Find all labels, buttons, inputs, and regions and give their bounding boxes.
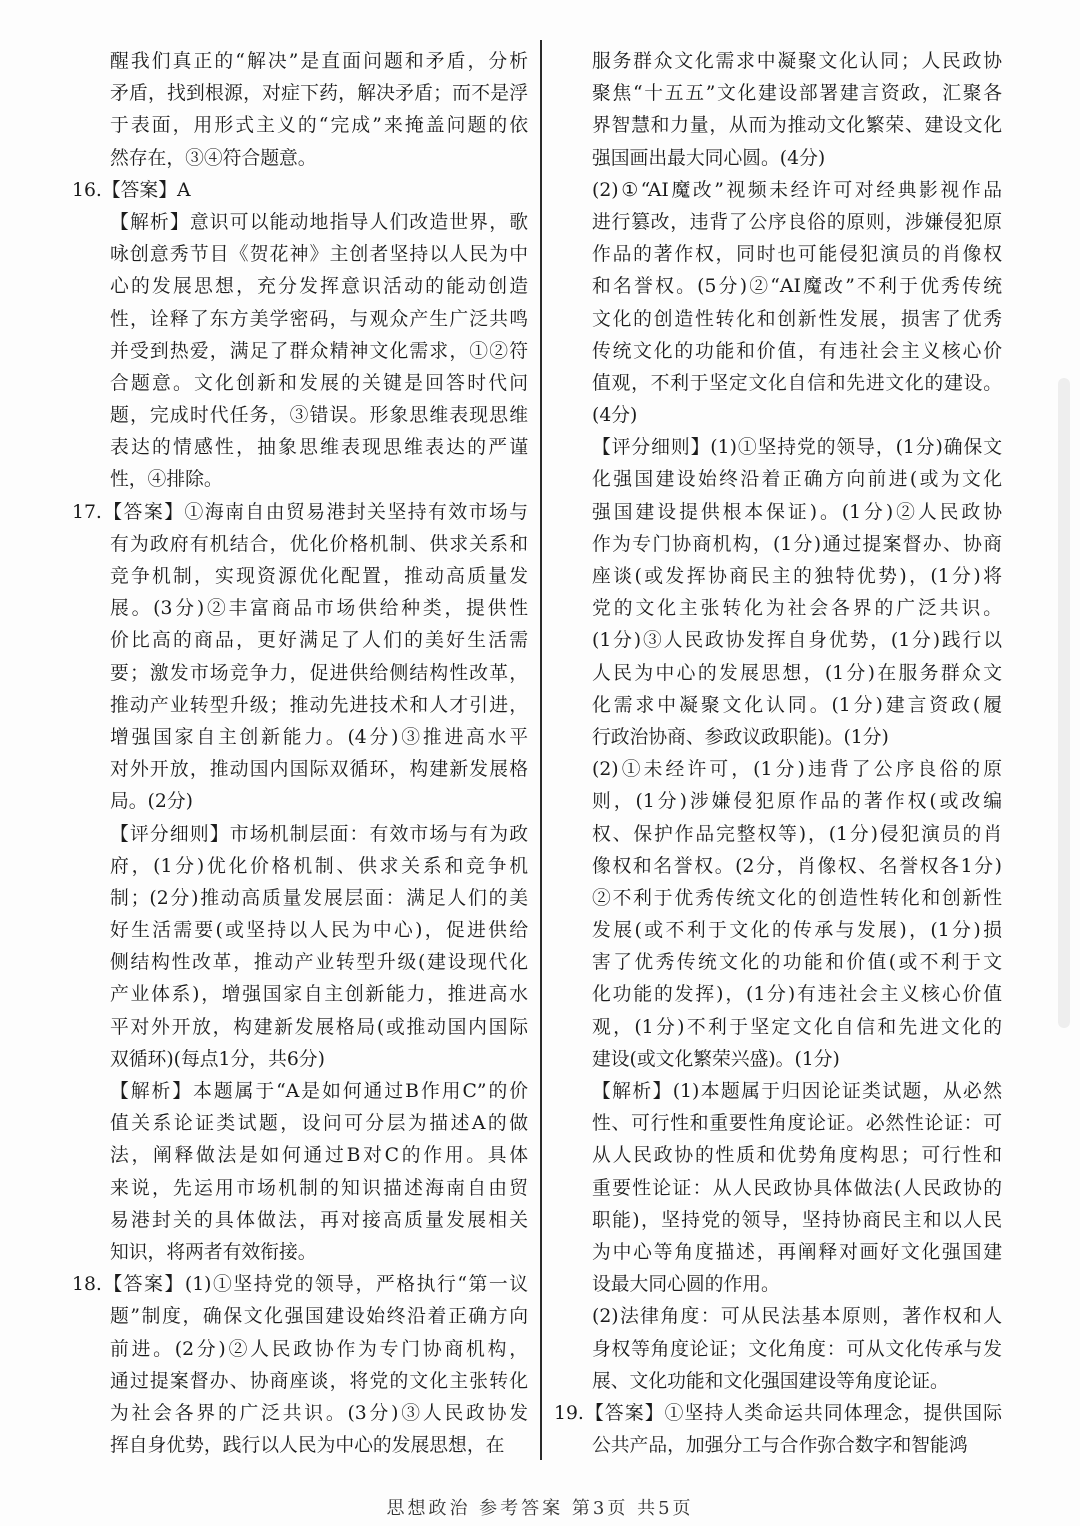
left-column: [72, 46, 528, 1462]
text-line: 性，诠释了东方美学密码，与观众产生广泛共鸣: [110, 308, 528, 330]
text-line: 化功能的发挥)，(1分)有违社会主义核心价值: [592, 984, 1002, 1006]
text-line: 作为专门协商机构，(1分)通过提案督办、协商: [592, 533, 1002, 555]
text-line: 性，④排除。: [110, 469, 223, 491]
text-line: 有为政府有机结合，优化价格机制、供求关系和: [110, 533, 528, 555]
text-line: 【解析】本题属于“A是如何通过B作用C”的价: [110, 1081, 528, 1102]
text-line: 行政治协商、参政议政职能)。(1分): [592, 726, 889, 748]
text-line: 增强国家自主创新能力。(4分)③推进高水平: [110, 726, 528, 748]
text-line: 于表面，用形式主义的“完成”来掩盖问题的依: [110, 115, 528, 137]
text-line: 题”制度，确保文化强国建设始终沿着正确方向: [110, 1306, 528, 1328]
text-line: 合题意。文化创新和发展的关键是回答时代问: [110, 372, 528, 394]
text-line: 竞争机制，实现资源优化配置，推动高质量发: [110, 566, 528, 587]
text-line: 局。(2分): [110, 791, 193, 813]
text-line: 挥自身优势，践行以人民为中心的发展思想，在: [110, 1435, 505, 1457]
text-line: 对外开放，推动国内国际双循环，构建新发展格: [110, 759, 528, 781]
text-line: 界智慧和力量，从而为推动文化繁荣、建设文化: [592, 115, 1002, 137]
text-line: 性、可行性和重要性角度论证。必然性论证：可: [592, 1113, 1002, 1135]
text-line: 化需求中凝聚文化认同。(1分)建言资政(履: [592, 694, 1002, 716]
text-line: 为中心等角度描述，再阐释对画好文化强国建: [592, 1241, 1002, 1263]
text-line: 从人民政协的性质和优势角度构思；可行性和: [592, 1145, 1002, 1167]
text-line: (1分)③人民政协发挥自身优势，(1分)践行以: [592, 630, 1002, 652]
text-line: 建设(或文化繁荣兴盛)。(1分): [592, 1048, 840, 1070]
text-line: 易港封关的具体做法，再对接高质量发展相关: [110, 1209, 528, 1231]
text-line: 然存在，③④符合题意。: [110, 147, 317, 169]
text-line: 府，(1分)优化价格机制、供求关系和竞争机: [110, 855, 528, 877]
text-line: ②不利于优秀传统文化的创造性转化和创新性: [592, 887, 1002, 909]
text-line: 权、保护作品完整权等)，(1分)侵犯演员的肖: [592, 823, 1002, 845]
text-line: 前进。(2分)②人民政协作为专门协商机构，: [110, 1338, 528, 1360]
text-line: 17.【答案】①海南自由贸易港封关坚持有效市场与: [72, 501, 528, 523]
text-line: 身权等角度论证；文化角度：可从文化传承与发: [592, 1338, 1002, 1360]
text-line: 推动产业转型升级；推动先进技术和人才引进，: [110, 694, 528, 716]
text-line: 重要性论证：从人民政协具体做法(人民政协的: [592, 1177, 1002, 1199]
text-line: 座谈(或发挥协商民主的独特优势)，(1分)将: [592, 566, 1002, 587]
page-footer: 思想政治 参考答案 第3页 共5页: [386, 1498, 694, 1519]
text-line: 要；激发市场竞争力，促进供给侧结构性改革，: [110, 662, 528, 684]
text-line: 像权和名誉权。(2分，肖像权、名誉权各1分): [592, 855, 1002, 877]
text-line: 【解析】(1)本题属于归因论证类试题，从必然: [592, 1081, 1002, 1102]
text-line: 来说，先运用市场机制的知识描述海南自由贸: [110, 1177, 528, 1199]
right-column: [554, 46, 1002, 1462]
text-line: 矛盾，找到根源，对症下药，解决矛盾；而不是浮: [110, 83, 528, 105]
text-line: (2)①未经许可，(1分)违背了公序良俗的原: [592, 759, 1002, 781]
text-line: 职能)，坚持党的领导，坚持协商民主和以人民: [592, 1209, 1002, 1231]
text-line: 发展(或不利于文化的传承与发展)，(1分)损: [592, 920, 1002, 942]
text-line: 强国建设提供根本保证)。(1分)②人民政协: [592, 501, 1002, 523]
text-line: 侧结构性改革，推动产业转型升级(建设现代化: [110, 952, 528, 974]
text-line: (2)法律角度：可从民法基本原则，著作权和人: [592, 1306, 1002, 1328]
text-line: (4分): [592, 405, 638, 427]
text-line: 文化的创造性转化和创新性发展，损害了优秀: [592, 308, 1002, 330]
text-line: 18.【答案】(1)①坚持党的领导，严格执行“第一议: [72, 1274, 528, 1296]
text-line: 作品的著作权，同时也可能侵犯演员的肖像权: [592, 244, 1002, 266]
text-line: 人民为中心的发展思想，(1分)在服务群众文: [592, 662, 1002, 684]
text-line: 党的文化主张转化为社会各界的广泛共识。: [592, 598, 1002, 620]
text-line: 19.【答案】①坚持人类命运共同体理念，提供国际: [554, 1402, 1002, 1424]
text-line: 公共产品，加强分工与合作弥合数字和智能鸿: [592, 1435, 968, 1457]
text-line: 设最大同心圆的作用。: [592, 1274, 780, 1296]
text-line: 价比高的商品，更好满足了人们的美好生活需: [110, 630, 528, 652]
text-line: 双循环)(每点1分，共6分): [110, 1048, 325, 1070]
text-line: 为社会各界的广泛共识。(3分)③人民政协发: [110, 1402, 528, 1424]
text-line: 进行篡改，违背了公序良俗的原则，涉嫌侵犯原: [592, 211, 1002, 233]
scrollbar[interactable]: [1058, 378, 1070, 1028]
text-line: 咏创意秀节目《贺花神》主创者坚持以人民为中: [110, 244, 528, 266]
text-line: 表达的情感性，抽象思维表现思维表达的严谨: [110, 437, 528, 459]
text-line: 聚焦“十五五”文化建设部署建言资政，汇聚各: [592, 83, 1002, 105]
text-line: 制；(2分)推动高质量发展层面：满足人们的美: [110, 887, 528, 909]
text-line: 观，(1分)不利于坚定文化自信和先进文化的: [592, 1016, 1002, 1038]
text-line: 则，(1分)涉嫌侵犯原作品的著作权(或改编: [592, 791, 1002, 813]
text-line: 通过提案督办、协商座谈，将党的文化主张转化: [110, 1370, 528, 1392]
text-line: 服务群众文化需求中凝聚文化认同；人民政协: [592, 51, 1002, 72]
text-line: 并受到热爱，满足了群众精神文化需求，①②符: [110, 340, 528, 362]
text-line: 产业体系)，增强国家自主创新能力，推进高水: [110, 984, 528, 1006]
text-line: 醒我们真正的“解决”是直面问题和矛盾，分析: [110, 51, 528, 72]
text-line: 【评分细则】市场机制层面：有效市场与有为政: [110, 823, 528, 845]
text-line: 16.【答案】A: [72, 179, 191, 201]
text-line: 题，完成时代任务，③错误。形象思维表现思维: [110, 405, 528, 427]
text-line: (2)①“AI魔改”视频未经许可对经典影视作品: [592, 179, 1002, 201]
text-line: 法，阐释做法是如何通过B对C的作用。具体: [110, 1145, 528, 1167]
text-line: 害了优秀传统文化的功能和价值(或不利于文: [592, 952, 1002, 974]
text-line: 值观，不利于坚定文化自信和先进文化的建设。: [592, 372, 1002, 394]
text-line: 展。(3分)②丰富商品市场供给种类，提供性: [110, 598, 528, 620]
text-line: 心的发展思想，充分发挥意识活动的能动创造: [110, 276, 528, 298]
text-line: 和名誉权。(5分)②“AI魔改”不利于优秀传统: [592, 276, 1002, 298]
text-line: 知识，将两者有效衔接。: [110, 1241, 317, 1263]
text-line: 传统文化的功能和价值，有违社会主义核心价: [592, 340, 1002, 362]
text-line: 【评分细则】(1)①坚持党的领导，(1分)确保文: [592, 437, 1002, 459]
text-line: 值关系论证类试题，设问可分层为描述A的做: [110, 1113, 528, 1135]
text-line: 强国画出最大同心圆。(4分): [592, 147, 826, 169]
text-line: 展、文化功能和文化强国建设等角度论证。: [592, 1370, 949, 1392]
column-divider: [540, 40, 542, 1460]
text-line: 好生活需要(或坚持以人民为中心)，促进供给: [110, 920, 528, 942]
text-line: 【解析】意识可以能动地指导人们改造世界，歌: [110, 211, 528, 233]
text-line: 平对外开放，构建新发展格局(或推动国内国际: [110, 1016, 528, 1038]
text-line: 化强国建设始终沿着正确方向前进(或为文化: [592, 469, 1002, 491]
